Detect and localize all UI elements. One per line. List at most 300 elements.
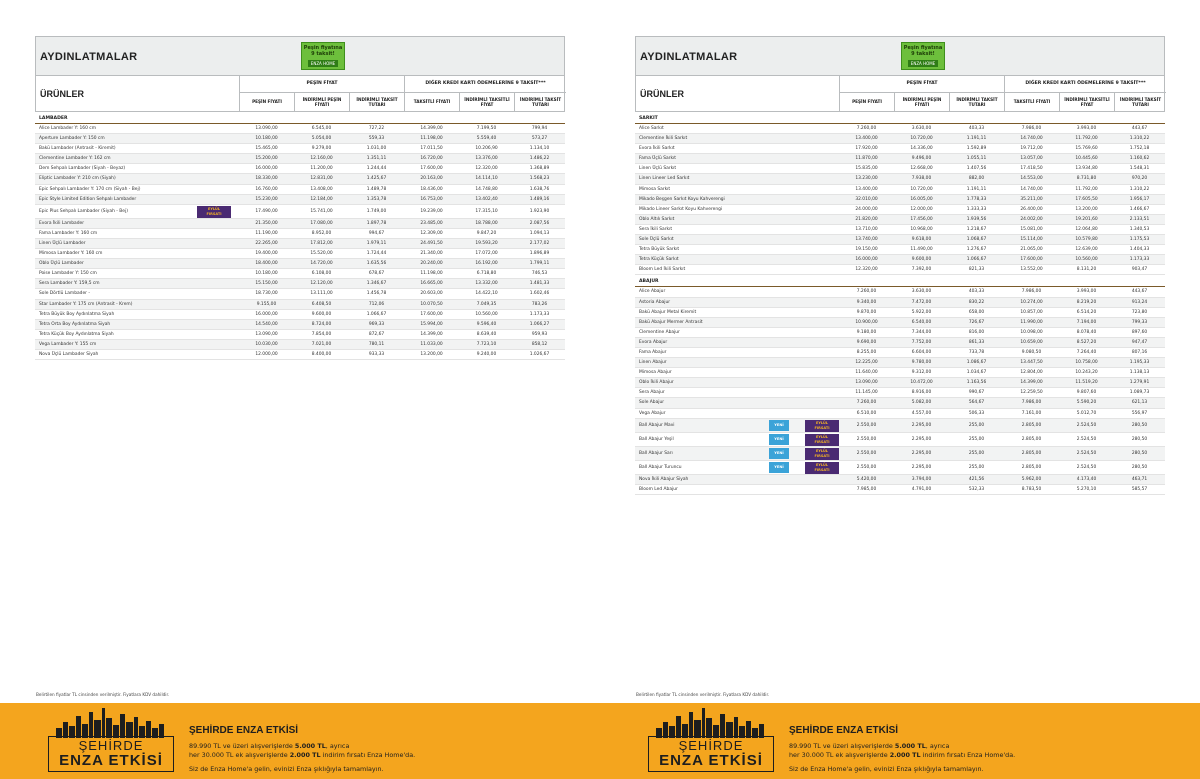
price-cell: 830,22 xyxy=(968,299,985,305)
price-cell: 861,33 xyxy=(968,339,985,345)
price-cell: 1.031,00 xyxy=(366,146,387,152)
price-cell: 14.336,00 xyxy=(910,146,933,152)
price-cell: 2.524,50 xyxy=(1076,436,1097,442)
price-cell: 1.353,78 xyxy=(366,196,387,202)
product-name xyxy=(635,447,839,460)
price-cell: 1.456,78 xyxy=(366,291,387,297)
price-cell: 9.080,50 xyxy=(1021,349,1042,355)
price-cell: 5.962,00 xyxy=(1021,476,1042,482)
product-name xyxy=(35,289,239,298)
price-cell: 10.560,00 xyxy=(475,311,498,317)
price-cell: 1.481,33 xyxy=(529,281,550,287)
price-cell: 1.195,33 xyxy=(1129,360,1150,366)
price-cell: 1.602,46 xyxy=(529,291,550,297)
product-name xyxy=(635,368,839,377)
price-column-header: İNDİRİMLİ PEŞİN FİYATI xyxy=(295,93,350,111)
product-name-text: Sera Lambader Y: 159,5 cm xyxy=(39,281,100,287)
table-row xyxy=(635,195,1165,205)
price-cell: 6.510,00 xyxy=(856,410,877,416)
price-cell: 1.026,67 xyxy=(529,351,550,357)
price-cell: 994,67 xyxy=(368,230,385,236)
price-column-header: İNDİRİMLİ TAKSİT TUTARI xyxy=(1119,96,1162,107)
price-cell: 1.310,22 xyxy=(1129,186,1150,192)
logo-text-line1: ŞEHİRDE xyxy=(78,738,144,753)
deal-tag-line: EYLÜL xyxy=(815,448,829,453)
price-cell: 11.792,00 xyxy=(1075,186,1098,192)
table-row xyxy=(35,330,565,340)
product-name-text: Sole Dörtlü Lambader - xyxy=(39,291,90,297)
price-cell: 11.870,00 xyxy=(855,156,878,162)
product-name xyxy=(35,124,239,133)
product-name xyxy=(35,259,239,268)
price-cell: 1.066,67 xyxy=(366,311,387,317)
table-row xyxy=(35,229,565,239)
price-cell: 9.312,00 xyxy=(911,370,932,376)
price-cell: 10.180,00 xyxy=(255,271,278,277)
product-name xyxy=(635,154,839,163)
price-cell: 15.741,00 xyxy=(310,208,333,214)
product-name-text: Linen Lineer Led Sarkıt xyxy=(639,176,690,182)
product-name-text: Linen Üçlü Lambader xyxy=(39,240,86,246)
price-cell: 255,00 xyxy=(968,450,985,456)
price-cell: 585,57 xyxy=(1131,486,1148,492)
price-cell: 1.191,11 xyxy=(966,136,987,142)
price-column-header: İNDİRİMLİ TAKSİTLİ FİYAT xyxy=(460,93,515,111)
price-cell: 17.456,00 xyxy=(910,216,933,222)
banner-title: ŞEHİRDE ENZA ETKİSİ xyxy=(189,725,299,736)
price-cell: 10.070,50 xyxy=(420,301,443,307)
product-name xyxy=(635,358,839,367)
price-cell: 12.000,00 xyxy=(910,206,933,212)
price-cell: 9.155,00 xyxy=(256,301,277,307)
price-cell: 1.094,13 xyxy=(529,230,550,236)
deal-tag-line: EYLÜL xyxy=(815,462,829,467)
price-cell: 13.408,00 xyxy=(310,186,333,192)
price-cell: 2.524,50 xyxy=(1076,450,1097,456)
price-cell: 2.805,00 xyxy=(1021,450,1042,456)
product-name-text: Mikado Beşgen Sarkıt Koyu Kahverengi xyxy=(639,196,725,202)
price-cell: 22.265,00 xyxy=(255,240,278,246)
price-cell: 723,80 xyxy=(1131,309,1148,315)
price-cell: 16.760,00 xyxy=(255,186,278,192)
price-cell: 19.201,60 xyxy=(1075,216,1098,222)
product-name xyxy=(635,245,839,254)
product-name xyxy=(635,195,839,204)
column-headers xyxy=(635,76,1165,112)
products-column-header: ÜRÜNLER xyxy=(636,76,840,111)
price-cell: 1.923,90 xyxy=(529,208,550,214)
cash-price-group-header: PEŞİN FİYAT xyxy=(840,76,1005,93)
product-name-text: Clementine Abajur xyxy=(639,329,680,335)
table-row xyxy=(35,289,565,299)
product-name-text: Sera Abajur xyxy=(639,390,665,396)
table-row xyxy=(35,239,565,249)
price-cell: 14.399,00 xyxy=(420,331,443,337)
price-cell: 9.496,00 xyxy=(911,156,932,162)
campaign-banner xyxy=(600,703,1200,779)
price-cell: 882,00 xyxy=(968,176,985,182)
price-cell: 1.066,67 xyxy=(966,257,987,263)
price-cell: 2.177,02 xyxy=(529,240,550,246)
price-cell: 1.752,18 xyxy=(1129,146,1150,152)
product-name-text: Tetra Büyük Boy Aydınlatma Siyah xyxy=(39,311,115,317)
table-row xyxy=(635,368,1165,378)
price-cell: 18.730,00 xyxy=(255,291,278,297)
price-cell: 443,67 xyxy=(1131,289,1148,295)
price-cell: 10.445,60 xyxy=(1075,156,1098,162)
price-cell: 1.896,89 xyxy=(529,251,550,257)
table-row xyxy=(635,378,1165,388)
new-tag: YENİ xyxy=(769,462,789,473)
product-name xyxy=(35,279,239,288)
price-cell: 19.400,00 xyxy=(255,251,278,257)
price-cell: 12.668,00 xyxy=(910,166,933,172)
price-cell: 9.690,00 xyxy=(856,339,877,345)
category-heading: SARKIT xyxy=(635,114,1165,124)
product-name xyxy=(635,378,839,387)
product-name-text: Alice Lambader Y: 160 cm xyxy=(39,126,96,131)
price-cell: 17.600,00 xyxy=(420,166,443,172)
table-row xyxy=(635,215,1165,225)
table-row xyxy=(635,318,1165,328)
price-cell: 556,97 xyxy=(1131,410,1148,416)
product-name xyxy=(35,174,239,183)
price-cell: 11.640,00 xyxy=(855,370,878,376)
product-name xyxy=(635,225,839,234)
price-cell: 7.985,00 xyxy=(856,486,877,492)
price-cell: 799,94 xyxy=(531,126,548,131)
banner-text-segment: 5.000 TL xyxy=(294,742,326,750)
table-row xyxy=(635,461,1165,475)
price-cell: 7.260,00 xyxy=(856,400,877,406)
product-name xyxy=(635,265,839,274)
price-cell: 14.740,00 xyxy=(1020,136,1043,142)
price-cell: 10.560,00 xyxy=(1075,257,1098,263)
product-name xyxy=(35,144,239,153)
price-cell: 2.550,00 xyxy=(856,450,877,456)
price-cell: 1.068,67 xyxy=(966,237,987,243)
price-cell: 1.163,56 xyxy=(966,380,987,386)
price-cell: 20.603,00 xyxy=(420,291,443,297)
price-cell: 9.340,00 xyxy=(856,299,877,305)
price-cell: 913,24 xyxy=(1131,299,1148,305)
price-cell: 9.180,00 xyxy=(856,329,877,335)
price-cell: 5.082,00 xyxy=(911,400,932,406)
product-name xyxy=(635,298,839,307)
price-cell: 4.557,00 xyxy=(911,410,932,416)
table-row xyxy=(35,350,565,360)
product-name xyxy=(635,174,839,183)
price-cell: 990,67 xyxy=(968,390,985,396)
price-cell: 16.720,00 xyxy=(420,156,443,162)
product-name xyxy=(35,229,239,238)
product-name-text: Epic Sehpalı Lambader Y: 170 cm (Siyah - Bej) xyxy=(39,186,141,192)
price-cell: 6.514,20 xyxy=(1076,309,1097,315)
product-name xyxy=(35,219,239,228)
product-name-text: Vega Lambader Y: 155 cm xyxy=(39,341,97,347)
banner-text-segment: , ayrıca xyxy=(925,742,950,750)
price-cell: 821,33 xyxy=(968,267,985,273)
price-cell: 11.490,00 xyxy=(910,247,933,253)
product-name xyxy=(635,398,839,407)
price-cell: 13.200,00 xyxy=(1075,206,1098,212)
price-cell: 13.710,00 xyxy=(855,226,878,232)
table-row xyxy=(35,249,565,259)
price-cell: 1.346,67 xyxy=(366,281,387,287)
price-cell: 5.559,40 xyxy=(476,136,497,142)
product-name-text: Vega Abajur xyxy=(639,410,666,416)
price-cell: 10.720,00 xyxy=(910,136,933,142)
price-cell: 10.180,00 xyxy=(255,136,278,142)
price-cell: 727,22 xyxy=(368,126,385,131)
price-cell: 21.350,00 xyxy=(255,220,278,226)
september-deal-tag xyxy=(805,462,839,474)
price-cell: 17.600,00 xyxy=(1020,257,1043,263)
price-cell: 2.295,00 xyxy=(911,436,932,442)
price-cell: 7.344,00 xyxy=(911,329,932,335)
price-cell: 19.712,00 xyxy=(1020,146,1043,152)
price-cell: 6.408,50 xyxy=(311,301,332,307)
deal-tag-line: FIRSATI xyxy=(206,211,222,216)
table-row xyxy=(35,259,565,269)
price-cell: 11.519,20 xyxy=(1075,380,1098,386)
price-cell: 2.805,00 xyxy=(1021,464,1042,470)
product-name-text: Evora İkili Sarkıt xyxy=(639,146,675,152)
table-row xyxy=(635,245,1165,255)
price-cell: 11.190,00 xyxy=(255,230,278,236)
price-cell: 1.218,67 xyxy=(966,226,987,232)
deal-tag-line: FIRSATI xyxy=(814,467,830,472)
price-cell: 933,33 xyxy=(368,351,385,357)
price-cell: 13.090,00 xyxy=(255,331,278,337)
price-cell: 5.420,00 xyxy=(856,476,877,482)
price-cell: 255,00 xyxy=(968,422,985,428)
price-cell: 9.240,00 xyxy=(476,351,497,357)
table-row xyxy=(635,144,1165,154)
banner-text-segment: 5.000 TL xyxy=(894,742,926,750)
price-cell: 8.078,40 xyxy=(1076,329,1097,335)
installment-promo-badge xyxy=(301,42,345,70)
price-cell: 20.240,00 xyxy=(420,261,443,267)
price-cell: 24.491,50 xyxy=(420,240,443,246)
installment-group-header: DİĞER KREDİ KARTI ÖDEMELERİNE 9 TAKSİT*** xyxy=(1005,76,1166,93)
price-cell: 16.000,00 xyxy=(255,166,278,172)
new-tag: YENİ xyxy=(769,448,789,459)
price-cell: 12.639,00 xyxy=(1075,247,1098,253)
price-cell: 421,56 xyxy=(968,476,985,482)
price-cell: 1.191,11 xyxy=(966,186,987,192)
price-cell: 18.788,00 xyxy=(475,220,498,226)
price-cell: 12.320,00 xyxy=(475,166,498,172)
banner-text-segment: Siz de Enza Home'a gelin, evinizi Enza şıklığıyla tamamlayın. xyxy=(189,765,384,773)
price-cell: 16.753,00 xyxy=(420,196,443,202)
product-name-text: Linen Üçlü Sarkıt xyxy=(639,166,677,172)
price-cell: 872,67 xyxy=(368,331,385,337)
price-cell: 1.956,17 xyxy=(1129,196,1150,202)
installment-group-header: DİĞER KREDİ KARTI ÖDEMELERİNE 9 TAKSİT*** xyxy=(405,76,566,93)
product-name-text: Ball Abajur Sarı xyxy=(639,450,673,456)
price-cell: 10.030,00 xyxy=(255,341,278,347)
promo-text: Peşin fiyatına 9 taksit! xyxy=(303,45,343,57)
product-name-text: Clementine Lambader Y: 162 cm xyxy=(39,156,111,162)
table-row xyxy=(35,144,565,154)
price-cell: 7.049,35 xyxy=(476,301,497,307)
price-cell: 959,93 xyxy=(531,331,548,337)
product-name xyxy=(635,308,839,317)
price-cell: 12.320,00 xyxy=(855,267,878,273)
price-cell: 7.472,00 xyxy=(911,299,932,305)
price-cell: 16.192,00 xyxy=(475,261,498,267)
product-name xyxy=(635,461,839,474)
price-cell: 7.161,00 xyxy=(1021,410,1042,416)
table-row xyxy=(35,279,565,289)
price-cell: 506,33 xyxy=(968,410,985,416)
product-name xyxy=(635,164,839,173)
table-row xyxy=(35,124,565,134)
price-cell: 10.206,90 xyxy=(475,146,498,152)
product-name xyxy=(635,475,839,484)
price-cell: 13.090,00 xyxy=(855,380,878,386)
table-row xyxy=(35,134,565,144)
price-cell: 17.315,10 xyxy=(475,208,498,214)
price-cell: 6.540,00 xyxy=(911,319,932,325)
price-column-header: İNDİRİMLİ TAKSİT TUTARI xyxy=(350,93,405,111)
product-name xyxy=(35,205,239,218)
price-cell: 280,50 xyxy=(1131,436,1148,442)
product-name xyxy=(635,433,839,446)
banner-text-segment: 2.000 TL xyxy=(289,751,321,759)
table-row xyxy=(635,308,1165,318)
price-cell: 1.086,67 xyxy=(966,360,987,366)
price-cell: 816,00 xyxy=(968,329,985,335)
price-cell: 733,78 xyxy=(968,349,985,355)
table-row xyxy=(35,219,565,229)
product-name-text: Bakü Lambader (Antrasit - Kiremit) xyxy=(39,146,116,152)
city-skyline-logo xyxy=(648,708,774,772)
product-name xyxy=(635,409,839,418)
product-name xyxy=(635,287,839,296)
price-cell: 1.407,56 xyxy=(966,166,987,172)
product-name xyxy=(635,235,839,244)
price-cell: 559,33 xyxy=(368,136,385,142)
product-name-text: Evora Abajur xyxy=(639,339,668,345)
price-cell: 35.211,00 xyxy=(1020,196,1043,202)
logo-text-line1: ŞEHİRDE xyxy=(678,738,744,753)
product-name-text: Poise Lambader Y: 150 cm xyxy=(39,271,97,277)
price-cell: 255,00 xyxy=(968,436,985,442)
price-cell: 1.466,67 xyxy=(1129,206,1150,212)
price-cell: 1.897,78 xyxy=(366,220,387,226)
table-row xyxy=(635,298,1165,308)
new-tag: YENİ xyxy=(769,434,789,445)
page-header xyxy=(35,36,565,76)
price-cell: 15.520,00 xyxy=(310,251,333,257)
product-name xyxy=(35,154,239,163)
price-cell: 1.404,33 xyxy=(1129,247,1150,253)
price-cell: 14.740,00 xyxy=(1020,186,1043,192)
product-name xyxy=(35,320,239,329)
price-cell: 10.758,00 xyxy=(1075,360,1098,366)
category-heading: ABAJUR xyxy=(635,277,1165,287)
product-name-text: Mimosa Sarkıt xyxy=(639,186,671,192)
price-cell: 15.994,00 xyxy=(420,321,443,327)
table-row xyxy=(635,134,1165,144)
price-cell: 21.065,00 xyxy=(1020,247,1043,253)
price-cell: 5.012,70 xyxy=(1076,410,1097,416)
price-cell: 1.425,67 xyxy=(366,176,387,182)
table-row xyxy=(635,265,1165,275)
price-cell: 1.173,33 xyxy=(1129,257,1150,263)
product-name xyxy=(635,215,839,224)
banner-text-segment: , ayrıca xyxy=(325,742,350,750)
price-cell: 280,50 xyxy=(1131,450,1148,456)
price-cell: 783,26 xyxy=(531,301,548,307)
product-name xyxy=(35,269,239,278)
price-cell: 7.392,00 xyxy=(911,267,932,273)
price-cell: 13.402,40 xyxy=(475,196,498,202)
price-cell: 807,16 xyxy=(1131,349,1148,355)
page-title: AYDINLATMALAR xyxy=(40,51,138,63)
price-column-header: İNDİRİMLİ TAKSİTLİ FİYAT xyxy=(1060,93,1115,111)
banner-text-segment: Siz de Enza Home'a gelin, evinizi Enza şıklığıyla tamamlayın. xyxy=(789,765,984,773)
price-cell: 1.489,16 xyxy=(529,196,550,202)
price-cell: 15.150,00 xyxy=(255,281,278,287)
product-name xyxy=(635,485,839,494)
product-name-text: Tetra Küçük Boy Aydınlatma Siyah xyxy=(39,331,114,337)
price-cell: 12.804,00 xyxy=(1020,370,1043,376)
deal-tag-line: FIRSATI xyxy=(814,453,830,458)
price-cell: 903,47 xyxy=(1131,267,1148,273)
price-cell: 1.548,31 xyxy=(1129,166,1150,172)
banner-text-line xyxy=(789,742,949,750)
deal-tag-line: EYLÜL xyxy=(815,434,829,439)
price-cell: 17.600,00 xyxy=(420,311,443,317)
price-cell: 9.780,00 xyxy=(911,360,932,366)
price-cell: 7.986,00 xyxy=(1021,289,1042,295)
product-name-text: Bloom Led Abajur xyxy=(639,486,678,492)
vat-footnote: Belirtilen fiyatlar TL cinsinden verilmiştir. Fiyatlara KDV dahildir. xyxy=(36,692,170,697)
product-name xyxy=(635,338,839,347)
price-cell: 9.618,00 xyxy=(911,237,932,243)
price-cell: 1.089,73 xyxy=(1129,390,1150,396)
table-row xyxy=(635,164,1165,174)
price-cell: 11.200,00 xyxy=(310,166,333,172)
price-cell: 14.720,00 xyxy=(310,261,333,267)
price-cell: 746,53 xyxy=(531,271,548,277)
price-cell: 8.400,00 xyxy=(311,351,332,357)
price-cell: 10.243,20 xyxy=(1075,370,1098,376)
table-row xyxy=(35,174,565,184)
product-name-text: Oblo İkili Abajur xyxy=(639,380,674,386)
product-name xyxy=(635,134,839,143)
enza-home-logo: ENZA HOME xyxy=(308,60,338,67)
price-cell: 658,00 xyxy=(968,309,985,315)
price-cell: 14.748,80 xyxy=(475,186,498,192)
price-cell: 12.225,00 xyxy=(855,360,878,366)
price-cell: 9.807,60 xyxy=(1076,390,1097,396)
price-column-header: İNDİRİMLİ TAKSİT TUTARI xyxy=(519,96,562,107)
table-row xyxy=(35,310,565,320)
price-cell: 9.847,20 xyxy=(476,230,497,236)
price-cell: 13.376,00 xyxy=(475,156,498,162)
price-cell: 1.486,22 xyxy=(529,156,550,162)
price-cell: 16.000,00 xyxy=(855,257,878,263)
price-cell: 1.160,62 xyxy=(1129,156,1150,162)
price-cell: 443,67 xyxy=(1131,126,1148,131)
product-name-text: Sera İkili Sarkıt xyxy=(639,226,673,232)
product-name-text: Fama Abajur xyxy=(639,349,667,355)
product-name-text: Linen Abajur xyxy=(639,360,667,366)
